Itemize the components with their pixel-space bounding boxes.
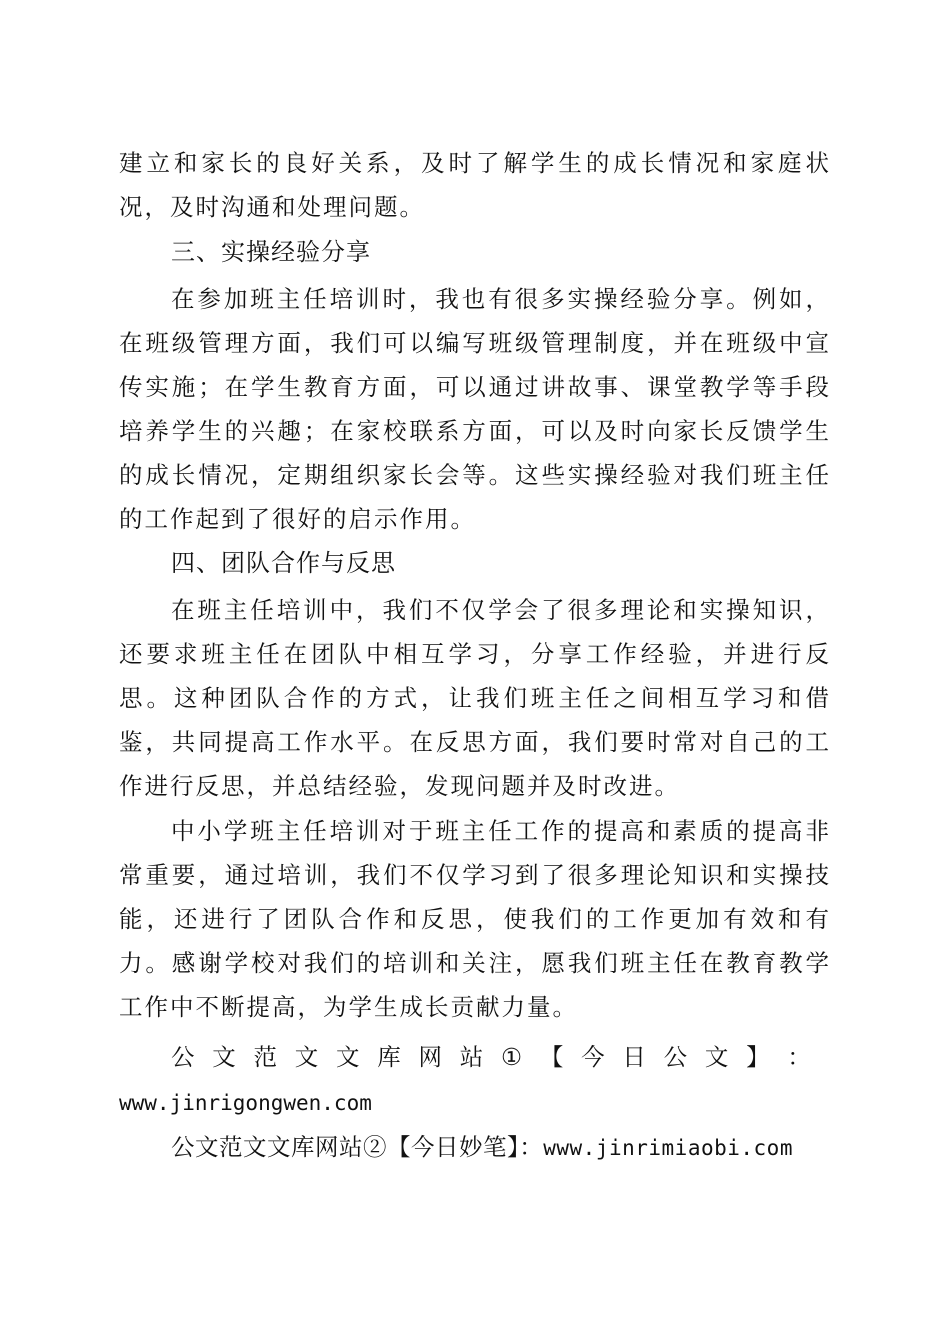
footer-link-1-label-char: 站 — [459, 1043, 484, 1071]
footer-link-1-label-char: 文 — [212, 1043, 236, 1071]
footer-link-2-label: 公文范文文库网站②【今日妙笔】： — [171, 1133, 544, 1161]
footer-link-1-label-char: 库 — [377, 1043, 401, 1071]
footer-link-1-label-char: 文 — [294, 1043, 319, 1071]
footer-link-1-url[interactable]: www.jinrigongwen.com — [119, 1091, 372, 1115]
footer-link-1-label-char: 网 — [418, 1043, 442, 1071]
footer-link-1-label-char: 文 — [704, 1043, 729, 1071]
footer-link-1-label-char: 】 — [746, 1043, 770, 1071]
paragraph-practical-experience: 在参加班主任培训时，我也有很多实操经验分享。例如，在班级管理方面，我们可以编写班级管理制度，并在班级中宣传实施；在学生教育方面，可以通过讲故事、课堂教学等手段培养学生的兴趣；在家校联系方面，可以及时向家长反馈学生的成长情况，定期组织家长会等。这些实操经验对我们班主任的工作起到了很好的启示作用。 — [119, 285, 831, 533]
footer-link-1-label-char: 公 — [171, 1043, 195, 1071]
paragraph-teamwork-reflection: 在班主任培训中，我们不仅学会了很多理论和实操知识，还要求班主任在团队中相互学习，分享工作经验，并进行反思。这种团队合作的方式，让我们班主任之间相互学习和借鉴，共同提高工作水平。在反思方面，我们要时常对自己的工作进行反思，并总结经验，发现问题并及时改进。 — [119, 596, 831, 800]
footer-link-1-label-char: 公 — [663, 1043, 688, 1071]
footer-link-1-label-char: 文 — [336, 1043, 360, 1071]
section-heading-3: 三、实操经验分享 — [171, 238, 371, 266]
footer-link-1-label-row — [171, 1035, 811, 1079]
footer-link-1-label-char: ① — [501, 1043, 523, 1071]
section-heading-4: 四、团队合作与反思 — [171, 549, 396, 577]
footer-link-2-url[interactable]: www.jinrimiaobi.com — [543, 1136, 793, 1160]
footer-link-1-label-char: 日 — [622, 1043, 646, 1071]
footer-link-1-label-char: 【 — [539, 1043, 564, 1071]
footer-link-1-label-char: 今 — [581, 1043, 605, 1071]
footer-link-1-label-char: 范 — [253, 1043, 277, 1071]
footer-link-1-label-char: ： — [787, 1043, 811, 1071]
paragraph-conclusion: 中小学班主任培训对于班主任工作的提高和素质的提高非常重要，通过培训，我们不仅学习到了很多理论知识和实操技能，还进行了团队合作和反思，使我们的工作更加有效和有力。感谢学校对我们的培训和关注，愿我们班主任在教育教学工作中不断提高，为学生成长贡献力量。 — [119, 817, 831, 1021]
footer-link-2-row — [171, 1125, 793, 1170]
paragraph-intro-tail: 建立和家长的良好关系，及时了解学生的成长情况和家庭状况，及时沟通和处理问题。 — [119, 149, 831, 221]
